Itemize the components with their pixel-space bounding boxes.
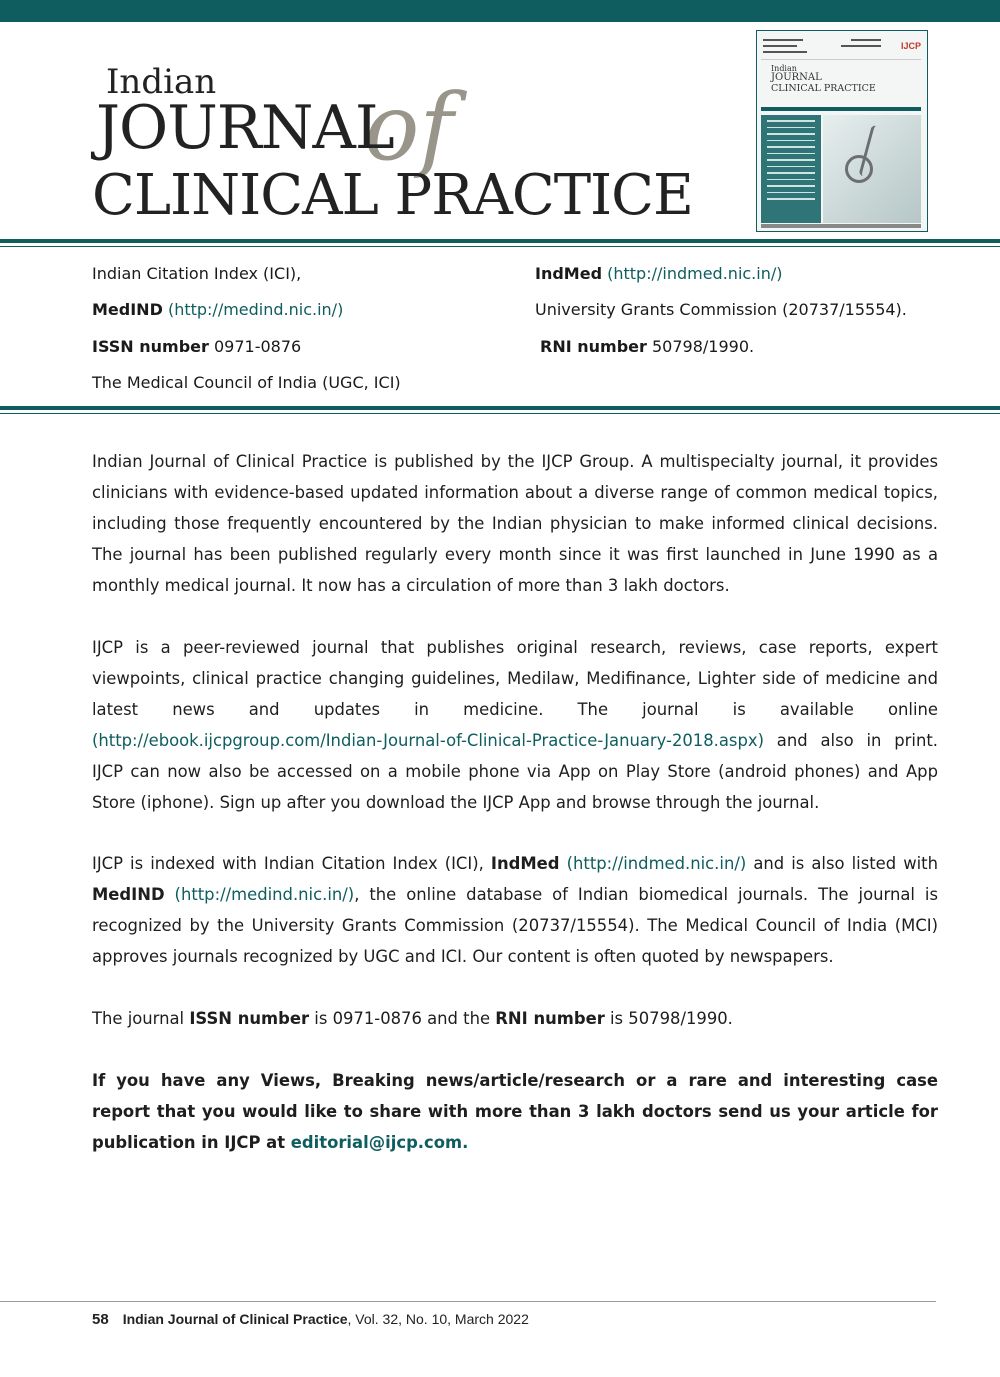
issn-rni-issn-label: ISSN number [189,1009,310,1028]
index-issn [92,337,301,356]
index-ici [92,264,301,283]
indexing-text-a: IJCP is indexed with Indian Citation Index (ICI), [92,854,491,873]
issn-value: 0971-0876 [213,337,302,356]
cover-band [761,107,921,111]
masthead-indian: Indian [106,62,217,102]
index-indmed [535,264,782,283]
index-mci [92,373,401,392]
cover-logo: IJCP [900,41,921,51]
index-medind [92,300,343,319]
paragraph-indexing [92,848,938,972]
cover-footer-strip [761,224,921,228]
footer-rule [0,1301,936,1302]
footer-journal-name: Indian Journal of Clinical Practice [122,1311,348,1327]
index-rule-thin [0,413,1000,414]
rni-value: 50798/1990. [651,337,755,356]
cover-title-journal: JOURNAL [771,72,822,84]
footer-citation: , Vol. 32, No. 10, March 2022 [347,1311,529,1327]
cover-title-clinical: CLINICAL PRACTICE [771,82,876,94]
masthead-rule-thick [0,239,1000,243]
index-ici-text: Indian Citation Index (ICI), [92,264,302,283]
masthead-journal: JOURNAL [96,93,394,163]
indmed-link[interactable]: (http://indmed.nic.in/) [607,264,783,283]
about-text: Indian Journal of Clinical Practice is published by the IJCP Group. A multispecialty journal, it provides clinicians with evidence-based updated information about a diverse range of common medical topics, including those frequently encountered by the Indian physician to make informed clinical decisions. The journal has been published regularly every month since it was first launched in June 1990 as a monthly medical journal. It now has a circulation of more than 3 lakh doctors. [92,452,938,595]
stethoscope-image [823,115,921,223]
issn-rni-text-b: is 0971-0876 and the [309,1009,496,1028]
cta-text: If you have any Views, Breaking news/article/research or a rare and interesting case report that you would like to share with more than 3 lakh doctors send us your article for publication in IJCP at [92,1071,938,1152]
indexing-indmed-label: IndMed [490,854,560,873]
page-footer [92,1311,529,1328]
mci-text: The Medical Council of India (UGC, ICI) [92,373,401,392]
paragraph-call-to-action [92,1065,938,1158]
cover-header-strip [761,35,921,60]
cover-contents-panel [761,115,821,223]
indexing-text-c: , the online database of Indian biomedical journals. The journal is recognized by the University Grants Commission (20737/15554). The Medical Council of India (MCI) approves journals recognized by UGC and ICI. Our content is often quoted by newspapers. [92,885,938,966]
medind-link[interactable]: (http://medind.nic.in/) [167,300,344,319]
paragraph-peer-review [92,632,938,818]
index-ugc [535,300,907,319]
peer-review-text-b: and also in print. IJCP can now also be accessed on a mobile phone via App on Play Store (android phones) and App Store (iphone). Sign up after you download the IJCP App and browse through the journal. [92,731,938,812]
index-rni [540,337,754,356]
cover-title-indian: Indian [771,64,797,73]
medind-label: MedIND [92,300,163,319]
editorial-email-link[interactable]: editorial@ijcp.com. [290,1133,469,1152]
indmed-label: IndMed [535,264,603,283]
index-rule-thick [0,406,1000,410]
cover-title [771,65,876,94]
issn-rni-rni-label: RNI number [495,1009,605,1028]
rni-label: RNI number [540,337,647,356]
indexing-medind-link[interactable]: (http://medind.nic.in/) [174,885,355,904]
journal-cover-thumbnail [756,30,928,232]
top-color-bar [0,0,1000,22]
issn-label: ISSN number [92,337,209,356]
paragraph-issn-rni [92,1003,938,1034]
issn-rni-text-a: The journal [92,1009,190,1028]
page-number: 58 [92,1311,109,1328]
masthead-of: of [364,74,454,181]
indexing-medind-label: MedIND [92,885,165,904]
indexing-text-b: and is also listed with [746,854,938,873]
ugc-text: University Grants Commission (20737/15554). [535,300,907,319]
issn-rni-text-c: is 50798/1990. [604,1009,733,1028]
indexing-indmed-link[interactable]: (http://indmed.nic.in/) [566,854,747,873]
peer-review-text-a: IJCP is a peer-reviewed journal that publishes original research, reviews, case reports, expert viewpoints, clinical practice changing guidelines, Medilaw, Medifinance, Lighter side of medicine and latest news and updates in medicine. The journal is available online [92,638,938,719]
paragraph-about [92,446,938,601]
ebook-link[interactable]: (http://ebook.ijcpgroup.com/Indian-Journal-of-Clinical-Practice-January-2018.aspx) [92,731,764,750]
masthead-clinical-practice: CLINICAL PRACTICE [92,163,693,228]
masthead-rule-thin [0,246,1000,247]
